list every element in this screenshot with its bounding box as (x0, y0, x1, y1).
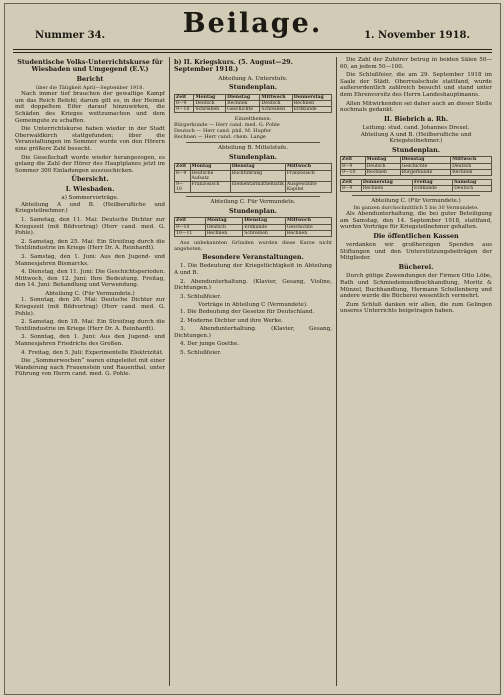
section-heading: I. Wiesbaden. (65, 184, 115, 193)
timetable-row (341, 186, 492, 192)
timetable-cell: Dienstag (243, 218, 286, 224)
timetable-cell: 9—10 (175, 182, 191, 193)
timetable-cell: Zeit (341, 157, 366, 163)
timetable (174, 217, 332, 237)
timetable-cell: Deutsche Aufsatz (190, 170, 230, 181)
event-item: 2. Samstag, den 25. Mai: Ein Streifzug durch die Textilindustrie im Kriege (Herr Dr. A. Reinhardt). (15, 238, 165, 252)
timetable-row (341, 169, 492, 175)
timetable-header-row (341, 179, 492, 185)
event-item: 4. Dienstag, den 11. Juni: Die Geschichtsperioden. Mittwoch, den 12. Juni: Ihre Bedeutung. Freitag, den 14. Juni: Behandlung und Verwendung. (15, 269, 165, 289)
teacher-line: Bürgerkunde — Herr cand. med. G. Pohle (174, 122, 280, 129)
timetable-cell: Freitag (413, 179, 453, 185)
timetable-cell: Deutsch (453, 186, 492, 192)
event-item: 3. Sonntag, den 1. Juni: Aus den Jugend- und Mannesjahren Friedrichs des Großen. (15, 334, 165, 348)
subsection-heading: Abteilung C. Für Vermundete. (210, 199, 296, 206)
timetable-cell: Dienstag (226, 94, 260, 100)
column-3 (340, 57, 492, 688)
timetable-cell: 9—10 (175, 224, 206, 230)
timetable-cell: Geschichte (400, 163, 451, 169)
teachers-heading: Einzelthemen: (234, 116, 272, 123)
timetable-cell: 10—11 (175, 230, 206, 236)
paragraph: verdanken wir großherzigen Spenden aus Stiftungen und den Unterstützungsbeiträgen der Mitglieder. (340, 242, 492, 262)
column-divider (336, 57, 337, 686)
timetable-cell: Französisch (190, 182, 230, 193)
column-1 (15, 57, 165, 688)
timetable-cell: Montag (190, 164, 230, 170)
timetable-cell: Buchführung (230, 170, 285, 181)
event-item: 3. Abendunterhaltung. (Klavier, Gesang, Dichtungen.) (174, 326, 332, 339)
header-rule (13, 49, 492, 50)
timetable-cell: Schreiben (194, 107, 226, 113)
timetable-heading: Stundenplan. (229, 153, 277, 162)
section-heading: Besondere Veranstaltungen. (202, 253, 304, 262)
timetable-cell: Zeit (175, 164, 191, 170)
paragraph: Abteilung A und B. (Heilberufliche und Kriegsteilnehmer.) (15, 201, 165, 215)
timetable-row (175, 182, 332, 193)
timetable-cell: 8—9 (341, 186, 362, 192)
paragraph: Zum Schluß danken wir allen, die zum Gelingen unseres Unterrichts beigetragen haben. (340, 301, 492, 315)
section-heading: b) II. Kriegskurs. (5. August—29. September 1918.) (174, 58, 293, 74)
timetable-cell: Zeit (341, 179, 362, 185)
subsection-heading: Vorträge in Abteilung C (Vermundete). (198, 302, 308, 309)
timetable-cell: Erdkunde (243, 224, 286, 230)
event-item: 3. Samstag, den 1. Juni: Aus den Jugend- und Mannesjahren Bismarcks. (15, 253, 165, 267)
timetable-cell: Rechnen (226, 101, 260, 107)
timetable-cell: 8—9 (341, 163, 366, 169)
timetable-cell: Geschichte (285, 224, 331, 230)
column-divider (169, 57, 170, 686)
teacher-line: Deutsch — Herr cand. phil. M. Hupfer (174, 128, 272, 135)
divider (352, 195, 480, 196)
timetable-header-row (175, 164, 332, 170)
timetable-cell: Elementarmathematik (230, 182, 285, 193)
report-subtitle: über die Tätigkeit April—September 1918. (35, 85, 145, 92)
timetable-cell: Mittwoch (451, 157, 492, 163)
timetable-cell: Geschichte (226, 107, 260, 113)
timetable-cell: Deutsch (205, 224, 242, 230)
timetable-cell: Erdkunde (292, 107, 331, 113)
page-title: Beilage. (182, 8, 323, 39)
subsection-heading: Abteilung B. Mittelstufe. (218, 145, 288, 152)
timetable-cell: Rechnen (292, 101, 331, 107)
timetable-cell: Schreiben (243, 230, 286, 236)
timetable-cell: Zeit (175, 94, 194, 100)
paragraph: Die Zahl der Zuhörer betrug in beiden Sälen 50—60, an jedem 50—100. (340, 57, 492, 70)
subsection-heading: Abteilung A und B. (Heilberufliche und Kriegsteilnehmer.) (360, 131, 472, 145)
timetable-cell: Montag (205, 218, 242, 224)
event-item: 4. Freitag, den 5. Juli: Experimentelle Elektrizität. (21, 349, 164, 356)
report-title: Bericht (76, 74, 104, 83)
timetable-cell: Rechnen (451, 169, 492, 175)
timetable-cell: Mittwoch (285, 164, 331, 170)
teacher-line: Rechnen — Herr cand. chem. Lange (174, 134, 266, 141)
newspaper-page (4, 3, 501, 695)
event-item: 1. Sonntag, den 26. Mai: Deutsche Dichter zur Kriegszeit (mit Bildvortrag) (Herr cand. med. G. Pohle). (15, 297, 165, 317)
timetable-cell: Montag (365, 157, 400, 163)
leader-line: Leitung: stud. cand. Johannes Drexel. (362, 125, 470, 132)
divider (186, 196, 320, 197)
paragraph: Allen Mitwirkenden sei daher auch an dieser Stelle nochmals gedankt. (340, 100, 492, 114)
timetable-cell: Erdkunde (413, 186, 453, 192)
header-rule-2 (13, 52, 492, 53)
timetable (340, 179, 492, 192)
timetable-cell: 8—9 (175, 170, 191, 181)
timetable-cell: Samstag (453, 179, 492, 185)
timetable-cell: Deutsch (451, 163, 492, 169)
timetable-cell: Deutsch (194, 101, 226, 107)
section-heading: Übersicht. (71, 175, 109, 184)
paragraph: Die Unterrichtskurse haben wieder in der Stadt Oberwaldkirch stattgefunden; über die Veranstaltungen im Sommer wurde von den Hörern eine größere Zahl besucht. (15, 126, 165, 152)
event-item: 2. Abendunterhaltung. (Klavier, Gesang, Violine, Dichtungen.) (174, 278, 332, 292)
event-item: 2. Moderne Dichter und ihre Werke. (180, 317, 283, 324)
timetable-heading: Stundenplan. (229, 83, 277, 92)
timetable (340, 156, 492, 176)
subsection-heading: Abteilung A. Unterstufe. (218, 75, 288, 82)
org-title: Studentische Volks-Unterrichtskurse für Wiesbaden und Umgegend (E.V.) (17, 58, 163, 74)
masthead (13, 8, 492, 46)
paragraph: Die „Sommerwochen“ waren eingeleitet mit einer Wanderung nach Frauenstein und Rauenthal, unter Führung von Herrn cand. med. G. Pohle. (15, 358, 165, 378)
section-heading: Bücherei. (398, 262, 434, 271)
timetable-cell: Rechnen (361, 186, 412, 192)
note: Aus unbekannten Gründen wurden diese Kurse nicht angeboten. (174, 240, 332, 253)
timetable-cell: Schreiben (260, 107, 292, 113)
note: Im ganzen durchschnittlich 5 bis 30 Vermundete. (353, 204, 479, 211)
event-item: 4. Der junge Goethe. (180, 341, 240, 348)
event-item: 1. Die Bedeutung der Gesetze für Deutschland. (180, 309, 315, 316)
timetable-row (175, 170, 332, 181)
timetable-cell: 9—10 (175, 107, 194, 113)
subsection-heading: Abteilung C. (Für Vermundete.) (45, 290, 135, 297)
timetable-cell: Mittwoch (260, 94, 292, 100)
event-item: 1. Die Bedeutung der Kriegstüchtigkeit in Abteilung A und B. (174, 263, 332, 277)
timetable (174, 163, 332, 193)
paragraph: Die Gesellschaft wurde wieder herangezogen, es gelang die Zahl der Hörer des Hauptplanes jetzt im Sommer 300 Einladungen auszuschicken. (15, 154, 165, 174)
timetable-cell: Montag (194, 94, 226, 100)
timetable-cell: Französisch (285, 170, 331, 181)
timetable-cell: Dienstag (230, 164, 285, 170)
paragraph: Durch gütige Zuwendungen der Firmen Otto Löbe, Rath und Schmiedemundbuchhandlung, Moritz & Münzel, Buchhandlung, Hermann Schellenberg und andere wurde die Bücherei wesentlich vermehrt. (340, 273, 492, 300)
timetable-row (175, 230, 332, 236)
timetable-cell: Zeit (175, 218, 206, 224)
timetable-heading: Stundenplan. (229, 207, 277, 216)
event-item: 1. Samstag, den 11. Mai: Deutsche Dichter zur Kriegszeit (mit Bildvortrag) (Herr cand. med. G. Pohle). (15, 216, 165, 237)
paragraph: Die Schlußfeier, die am 29. September 1918 im Saale der Städt. Oberrealschule stattfand, wurde außerordentlich zahlreich besucht und stand unter dem Ehrenvorsitz des Herrn Landeshauptmanns. (340, 72, 492, 98)
event-item: 3. Schlußfeier. (180, 293, 222, 300)
subsection-heading: Abteilung C. (Für Vermundete.) (371, 198, 461, 205)
timetable-cell: Mittwoch (285, 218, 331, 224)
issue-date: 1. November 1918. (364, 30, 470, 41)
timetable-heading: Stundenplan. (392, 145, 440, 154)
paragraph: Nach immer tief brauchen der gewaltige Kampf um das Reich Befehl; darum gilt es, in der Heimat mit doppeltem Eifer darauf hinzuwirken, die Schäden des Krieges wettzumachen und dem Gemeingute zu schaffen. (15, 91, 165, 124)
timetable-cell: Rechnen (205, 230, 242, 236)
timetable-cell: Rechnen (285, 230, 331, 236)
event-item: 2. Samstag, den 18. Mai: Ein Streifzug durch die Textilindustrie im Kriege (Herr Dr. A. Reinhardt). (15, 319, 165, 332)
section-heading: II. Biebrich a. Rh. (383, 114, 449, 123)
divider (186, 142, 320, 143)
timetable-cell: 9—10 (341, 169, 366, 175)
timetable-cell: Dienstag (400, 157, 451, 163)
timetable-cell: Donnerstag (292, 94, 331, 100)
column-2 (174, 57, 332, 688)
timetable-cell: Donnerstag (361, 179, 412, 185)
paragraph: Als Abendunterhaltung, die bei guter Beteiligung am Samstag, den 14. September 1918, stattfand, wurden Vorträge für Kriegsteilnehmer gehalten. (340, 210, 492, 231)
timetable-row (175, 107, 332, 113)
subsection-heading: a) Sommervorträge. (61, 195, 119, 202)
event-item: 5. Schlußfeier. (180, 349, 222, 356)
timetable-cell: 8—9 (175, 101, 194, 107)
timetable-cell: Bürgerkunde (400, 169, 451, 175)
timetable-cell: Deutsch (260, 101, 292, 107)
timetable-cell: Ausgewählte Kapitel (285, 182, 331, 193)
timetable-cell: Rechnen (365, 169, 400, 175)
issue-number: Nummer 34. (35, 30, 106, 41)
section-heading: Die öffentlichen Kassen (373, 231, 459, 240)
timetable (174, 94, 332, 114)
timetable-cell: Deutsch (365, 163, 400, 169)
